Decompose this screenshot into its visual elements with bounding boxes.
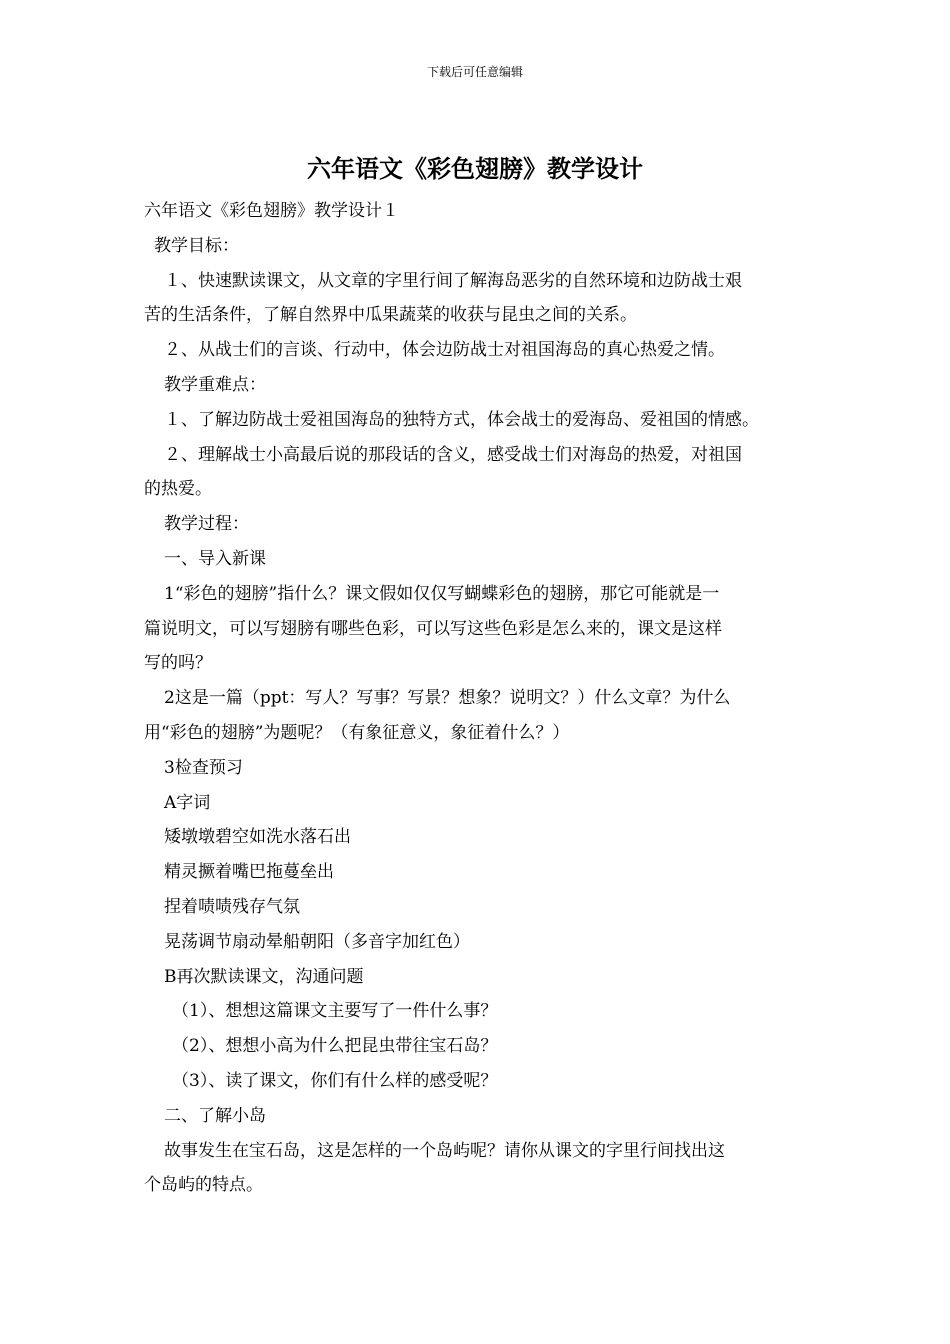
document-title: 六年语文《彩色翅膀》教学设计 (307, 154, 643, 183)
question-item: （2）、想想小高为什么把昆虫带往宝石岛？ (172, 1036, 498, 1057)
paragraph-line: 个岛屿的特点。 (144, 1175, 263, 1196)
section-heading-key-points: 教学重难点： (164, 374, 266, 395)
vocabulary-line: 晃荡调节扇动晕船朝阳（多音字加红色） (164, 931, 470, 952)
paragraph-line: 2这是一篇（ppt：写人？写事？写景？想象？说明文？）什么文章？为什么 (164, 688, 731, 709)
paragraph-line: ２、理解战士小高最后说的那段话的含义，感受战士们对海岛的热爱，对祖国 (164, 444, 742, 465)
paragraph-line: 苦的生活条件，了解自然界中瓜果蔬菜的收获与昆虫之间的关系。 (144, 305, 637, 326)
vocabulary-line: 矮墩墩碧空如洗水落石出 (164, 827, 351, 848)
paragraph-line: １、了解边防战士爱祖国海岛的独特方式，体会战士的爱海岛、爱祖国的情感。 (164, 409, 759, 430)
paragraph-line: ２、从战士们的言谈、行动中，体会边防战士对祖国海岛的真心热爱之情。 (164, 340, 725, 361)
paragraph-line: 篇说明文，可以写翅膀有哪些色彩，可以写这些色彩是怎么来的，课文是这样 (144, 618, 722, 639)
question-item: （1）、想想这篇课文主要写了一件什么事？ (172, 1001, 498, 1022)
paragraph-line: １、快速默读课文，从文章的字里行间了解海岛恶劣的自然环境和边防战士艰 (164, 270, 742, 291)
paragraph-line: 的热爱。 (144, 479, 212, 500)
paragraph-line: 写的吗？ (144, 653, 212, 674)
section-heading-intro: 一、导入新课 (164, 548, 266, 569)
section-heading-process: 教学过程： (164, 514, 249, 535)
vocabulary-line: 捏着啧啧残存气氛 (164, 896, 300, 917)
paragraph-line: 故事发生在宝石岛，这是怎样的一个岛屿呢？请你从课文的字里行间找出这 (164, 1140, 725, 1161)
question-item: （3）、读了课文，你们有什么样的感受呢？ (172, 1070, 498, 1091)
list-item: B再次默读课文，沟通问题 (164, 966, 364, 987)
list-item: 3检查预习 (164, 757, 243, 778)
paragraph-line: 用“彩色的翅膀”为题呢？（有象征意义，象征着什么？） (144, 722, 570, 743)
paragraph-line: 1“彩色的翅膀”指什么？课文假如仅仅写蝴蝶彩色的翅膀，那它可能就是一 (164, 583, 720, 604)
section-heading-island: 二、了解小岛 (164, 1105, 266, 1126)
section-heading-objectives: 教学目标： (154, 235, 239, 256)
document-body (144, 194, 816, 1203)
vocabulary-line: 精灵撅着嘴巴拖蔓垒出 (164, 862, 334, 883)
list-item: A字词 (164, 792, 211, 813)
page-header-note: 下载后可任意编辑 (426, 65, 523, 79)
subtitle-line: 六年语文《彩色翅膀》教学设计１ (144, 201, 399, 221)
